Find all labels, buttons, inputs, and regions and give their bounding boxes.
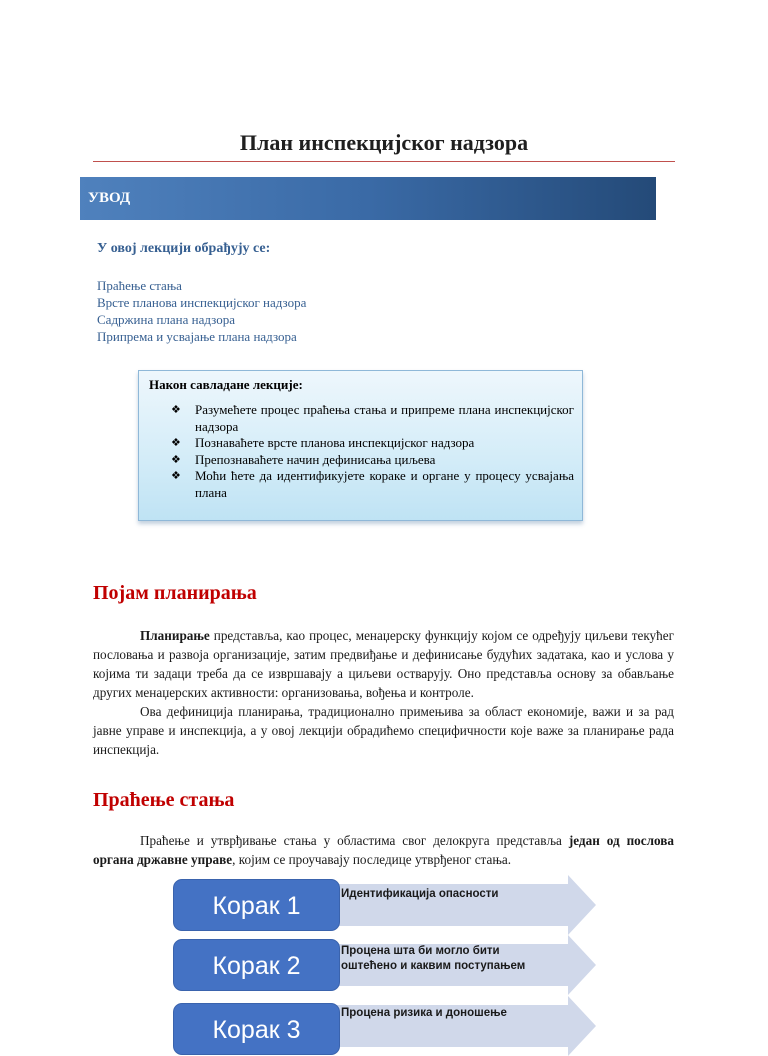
step-arrow-3 xyxy=(330,996,598,1056)
diamond-bullet-icon: ❖ xyxy=(171,437,181,449)
paragraph xyxy=(93,626,674,702)
outcome-item xyxy=(149,468,574,501)
intro-banner-label: УВОД xyxy=(88,190,131,206)
section-monitoring-body xyxy=(93,831,674,869)
outcome-text: Разумећете процес праћења стања и припреме плана инспекцијског надзора xyxy=(195,402,574,434)
topic-item: Припрема и усвајање плана надзора xyxy=(97,329,297,344)
step-description-line: оштећено и каквим поступањем xyxy=(341,960,526,972)
step-description-line: Процена шта би могло бити xyxy=(341,945,500,957)
step-box-2: Корак 2 xyxy=(173,939,340,991)
title-divider xyxy=(93,161,675,162)
topic-item: Садржина плана надзора xyxy=(97,312,235,327)
step-description-3 xyxy=(341,1006,507,1021)
step-arrow-1 xyxy=(330,875,598,935)
paragraph-text: представља, као процес, менаџерску функцију којом се одређују циљеви текућег пословања и развоја организације, затим предвиђање и дефинисање будућих задатака, као и услова у којима ти задаци треба да се извршавају а циљеви остварују. Оно представља основу за обављање других менаџерских активности: организовања, вођења и контроле. xyxy=(93,628,674,700)
outcome-text: Препознаваћете начин дефинисања циљева xyxy=(195,451,436,467)
learning-outcomes-list xyxy=(149,402,574,501)
step-description-1 xyxy=(341,887,499,902)
document-title: План инспекцијског надзора xyxy=(239,130,529,155)
outcome-text: Познаваћете врсте планова инспекцијског надзора xyxy=(195,435,475,450)
topic-item: Праћење стања xyxy=(97,278,182,293)
paragraph xyxy=(93,831,674,869)
paragraph-text: , којим се проучавају последице утврђеног стања. xyxy=(232,852,512,867)
lesson-topics-heading: У овој лекцији обрађују се: xyxy=(97,241,271,256)
section-heading-planning: Појам планирања xyxy=(93,582,257,604)
section-planning-body xyxy=(93,626,674,759)
step-description-line: Идентификација опасности xyxy=(341,888,499,900)
diamond-bullet-icon: ❖ xyxy=(171,453,181,466)
step-description-line: Процена ризика и доношење xyxy=(341,1007,507,1019)
outcome-item xyxy=(149,452,574,469)
learning-outcomes-title: Након савладане лекције: xyxy=(149,377,303,392)
step-box-1: Корак 1 xyxy=(173,879,340,931)
outcome-item xyxy=(149,402,574,435)
step-box-3: Корак 3 xyxy=(173,1003,340,1055)
paragraph-text: Праћење и утврђивање стања у областима свог делокруга представља xyxy=(140,833,569,848)
bold-term: Планирање xyxy=(140,628,210,643)
outcome-item xyxy=(149,435,574,452)
diamond-bullet-icon: ❖ xyxy=(171,404,181,416)
diamond-bullet-icon: ❖ xyxy=(171,470,181,482)
intro-banner xyxy=(80,177,656,220)
section-heading-monitoring: Праћење стања xyxy=(93,789,235,811)
step-description-2 xyxy=(341,944,525,974)
bold-phrase: један од послова органа државне управе xyxy=(93,833,674,867)
learning-outcomes-box xyxy=(138,370,583,521)
lesson-topics-list xyxy=(97,277,306,345)
topic-item: Врсте планова инспекцијског надзора xyxy=(97,295,307,310)
paragraph: Ова дефиниција планирања, традиционално примењива за област економије, важи и за рад јавне управе и инспекција, а у овој лекцији обрадићемо специфичности које важе за планирање рада инспекција. xyxy=(93,704,674,757)
outcome-text: Моћи ћете да идентификујете кораке и органе у процесу усвајања плана xyxy=(195,468,574,500)
